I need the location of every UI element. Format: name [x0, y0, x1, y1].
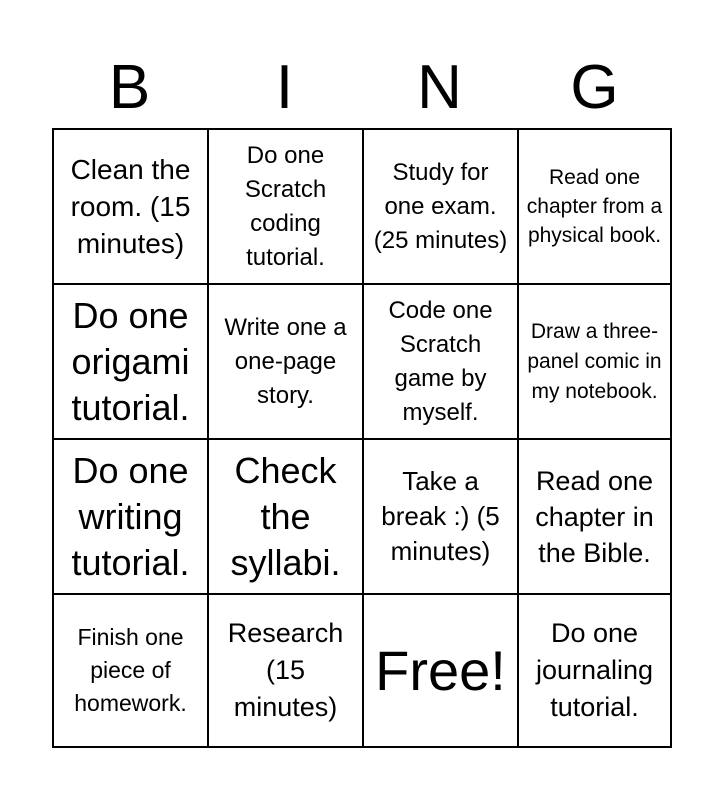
bingo-cell[interactable]: Take a break :) (5 minutes) [381, 466, 500, 566]
bingo-cell[interactable]: Check the syllabi. [230, 449, 341, 583]
header-letter-g: G [570, 53, 619, 122]
bingo-cell[interactable]: Clean the room. (15 minutes) [70, 154, 191, 259]
free-space-cell[interactable]: Free! [375, 638, 506, 702]
bingo-cell[interactable]: Draw a three-panel comic in my notebook. [527, 319, 662, 403]
bingo-cell[interactable]: Do one writing tutorial. [71, 449, 190, 583]
bingo-cell[interactable]: Research (15 minutes) [227, 618, 344, 722]
bingo-cell[interactable]: Finish one piece of homework. [74, 624, 187, 716]
bingo-cell[interactable]: Do one Scratch coding tutorial. [244, 141, 327, 271]
bingo-cell[interactable]: Write one a one-page story. [224, 313, 347, 409]
bingo-cell[interactable]: Read one chapter from a physical book. [526, 166, 663, 247]
bingo-cell[interactable]: Study for one exam. (25 minutes) [373, 158, 508, 254]
bingo-cell[interactable]: Do one journaling tutorial. [535, 618, 654, 722]
header-letter-n: N [417, 53, 462, 122]
bingo-header [52, 52, 672, 124]
bingo-cell[interactable]: Do one origami tutorial. [71, 294, 190, 428]
bingo-card [52, 128, 672, 748]
bingo-cell[interactable]: Read one chapter in the Bible. [535, 465, 654, 568]
bingo-cell[interactable]: Code one Scratch game by myself. [388, 296, 493, 426]
header-letter-b: B [108, 53, 151, 122]
header-letter-i: I [275, 53, 294, 122]
